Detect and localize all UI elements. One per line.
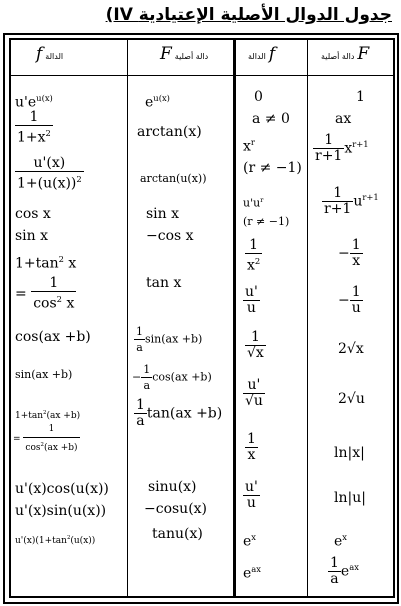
formula-f-1-plus-tan2: $1+\tan^2$ x xyxy=(15,254,77,272)
primitive-ln-abs-x: ln|x| xyxy=(334,445,365,461)
formula-f-1-plus-tan2-axb: $1+\tan^2(ax +b)$ xyxy=(15,410,81,421)
primitive-neg-cos-u: −cosu(x) xyxy=(144,501,208,517)
formula-f-sin-axb: sin(ax +b) xyxy=(15,368,73,381)
formula-f-u-cos-u: u'(x)cos(u(x)) xyxy=(15,481,109,497)
title-text: (IV جدول الدوال الأصلية الإعتيادية xyxy=(105,5,392,25)
primitive-exp-u: $e^{u(x)}$ xyxy=(145,93,170,111)
formula-f-u-over-u2: $\frac{u'}{u}$ xyxy=(245,284,258,316)
formula-f-zero: 0 xyxy=(254,89,263,105)
formula-f-const-a: a ≠ 0 xyxy=(252,111,290,127)
formula-f-inv-cos2: = $\frac{1}{\cos^2 x}$ xyxy=(15,275,75,312)
formula-f-exp-x: $e^x$ xyxy=(243,532,257,550)
formula-f-inv-sqrt-x: $\frac{1}{√x}$ xyxy=(247,329,264,361)
formula-f-exp-ax: $e^{ax}$ xyxy=(243,564,262,582)
primitive-sin-axb: $\frac{1}{a}$ sin(ax +b) xyxy=(136,325,203,354)
primitive-arctan-u: arctan(u(x)) xyxy=(140,172,207,185)
primitive-exp-ax: $\frac{1}{a}$ $e^{ax}$ xyxy=(330,555,359,587)
primitive-tan-u: tanu(x) xyxy=(152,526,203,542)
formula-f-cos-axb: cos(ax +b) xyxy=(15,329,91,345)
formula-f-u-power-r-cond: (r ≠ −1) xyxy=(243,215,290,228)
primitive-tan-axb: $\frac{1}{a}$ tan(ax +b) xyxy=(136,397,223,429)
formula-f-inv-cos2-axb: = $\frac{1}{\cos^2(ax +b)}$ xyxy=(13,424,78,453)
formula-f-u-over-1-plus-u2: $\frac{u'(x)}{1+(u(x))^2}$ xyxy=(17,155,82,192)
primitive-arctan-x: arctan(x) xyxy=(137,124,202,140)
formula-f-inv-x2: $\frac{1}{x^2}$ xyxy=(247,237,261,274)
primitive-sin-x: sin x xyxy=(146,206,180,222)
formula-f-u-tan-u: $u'(x)(1+\tan^2(u(x))$ xyxy=(15,535,96,546)
primitive-ax: ax xyxy=(335,111,352,127)
right-header-f: الدالة f xyxy=(248,44,276,64)
primitive-exp-x: $e^x$ xyxy=(334,532,348,550)
formula-f-u-u-power-r: $u'u^r$ xyxy=(243,196,264,210)
primitive-neg-inv-x: − $\frac{1}{x}$ xyxy=(338,237,361,269)
primitive-2-sqrt-x: 2√x xyxy=(338,341,364,357)
primitive-neg-inv-u: − $\frac{1}{u}$ xyxy=(338,284,361,316)
formula-f-sin-x: sin x xyxy=(15,228,49,244)
left-column-divider xyxy=(127,38,128,598)
formula-f-exp-u: $u'e^{u(x)}$ xyxy=(15,93,53,111)
header-divider-right xyxy=(234,75,395,76)
primitive-2-sqrt-u: 2√u xyxy=(338,391,365,407)
header-divider-left xyxy=(9,75,235,76)
formula-f-u-sin-u: u'(x)sin(u(x)) xyxy=(15,503,107,519)
formula-f-inv-1-plus-x2: $\frac{1}{1+x^2}$ xyxy=(17,109,51,146)
left-header-F: Fدالة أصلية xyxy=(160,44,209,64)
formula-f-u-over-sqrt-u: $\frac{u'}{√u}$ xyxy=(245,377,263,409)
formula-f-cos-x: cos x xyxy=(15,206,51,222)
primitive-one: 1 xyxy=(356,89,365,105)
primitive-u-power-r-plus-1: $\frac{1}{r+1}$ $u^{r+1}$ xyxy=(324,185,379,217)
primitive-x-power-r-plus-1: $\frac{1}{r+1}$ $x^{r+1}$ xyxy=(315,132,369,164)
formula-f-x-power-r: $x^r$ xyxy=(243,137,255,155)
primitive-tan-x: tan x xyxy=(146,275,182,291)
formula-f-inv-x: $\frac{1}{x}$ xyxy=(247,431,256,463)
right-header-F: دالة أصلية F xyxy=(321,44,370,64)
primitive-neg-cos-axb: − $\frac{1}{a}$ cos(ax +b) xyxy=(132,363,212,392)
left-header-f: fالدالة xyxy=(36,44,64,64)
primitive-neg-cos-x: −cos x xyxy=(146,228,194,244)
primitive-ln-abs-u: ln|u| xyxy=(334,490,366,506)
formula-f-x-power-r-cond: (r ≠ −1) xyxy=(243,160,302,176)
right-column-divider xyxy=(307,38,308,598)
table-title xyxy=(105,5,398,29)
primitive-sin-u: sinu(x) xyxy=(148,479,197,495)
formula-f-u-over-u: $\frac{u'}{u}$ xyxy=(245,479,258,511)
